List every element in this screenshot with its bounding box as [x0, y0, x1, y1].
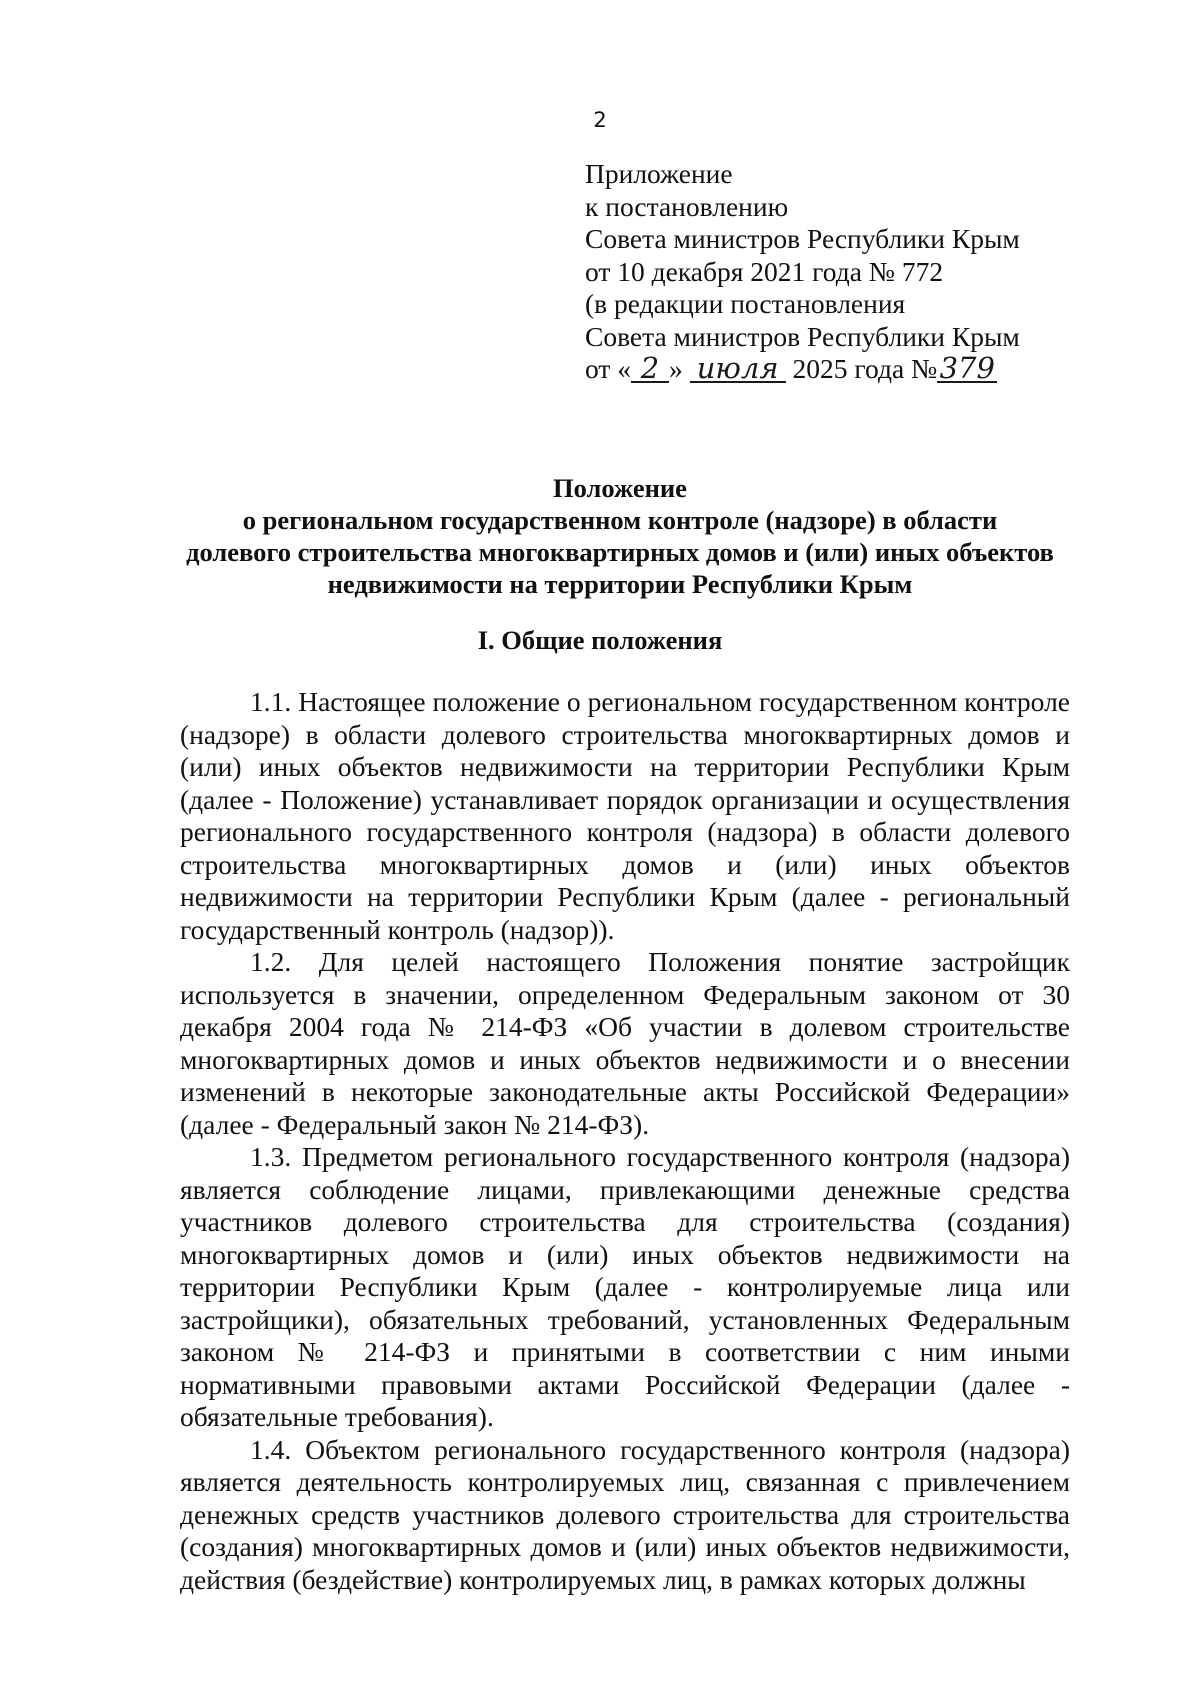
paragraph-1-4: 1.4. Объектом регионального государственного контроля (надзора) является деятельность контролируемых лиц, связанная с привлечением денежных средств участников долевого строительства для строительства (создания) многоквартирных домов и (или) иных объектов недвижимости, действия (бездействие) контролируемых лиц, в рамках которых должны: [180, 1433, 1070, 1595]
paragraph-1-3: 1.3. Предметом регионального государственного контроля (надзора) является соблюдение лицами, привлекающими денежные средства участников долевого строительства для строительства (создания) многоквартирных домов и (или) иных объектов недвижимости на территории Республики Крым (далее - контролируемые лица или застройщики), обязательных требований, установленных Федеральным законом № 214-ФЗ и принятыми в соответствии с ним иными нормативными правовыми актами Российской Федерации (далее - обязательные требования).: [180, 1141, 1070, 1432]
date-prefix: от «: [585, 353, 632, 384]
appendix-line: Приложение: [585, 158, 733, 189]
paragraph-1-2: 1.2. Для целей настоящего Положения понятие застройщик используется в значении, определенном Федеральным законом от 30 декабря 2004 года № 214-ФЗ «Об участии в долевом строительстве многоквартирных домов и иных объектов недвижимости и о внесении изменений в некоторые законодательные акты Российской Федерации» (далее - Федеральный закон № 214-ФЗ).: [180, 946, 1070, 1140]
body-text: [180, 686, 1070, 1596]
document-title: [180, 472, 1060, 600]
title-line: долевого строительства многоквартирных домов и (или) иных объектов: [186, 537, 1054, 567]
appendix-line: Совета министров Республики Крым: [585, 223, 1020, 254]
appendix-line: (в редакции постановления: [585, 288, 906, 319]
handwritten-month: июля: [690, 355, 786, 383]
handwritten-number: 379: [937, 355, 997, 383]
date-year: 2025 года №: [792, 353, 938, 384]
appendix-line: Совета министров Республики Крым: [585, 320, 1020, 352]
title-line: Положение: [553, 473, 687, 503]
handwritten-day: 2: [631, 355, 669, 383]
section-heading: I. Общие положения: [477, 625, 723, 655]
appendix-line: от 10 декабря 2021 года № 772: [585, 255, 944, 287]
appendix-line: к постановлению: [585, 190, 789, 222]
date-mid: »: [669, 353, 683, 384]
appendix-date-line: [585, 353, 1105, 386]
title-line: о региональном государственном контроле (надзоре) в области: [242, 505, 998, 535]
page-number: 2: [593, 108, 607, 132]
title-line: недвижимости на территории Республики Крым: [327, 569, 913, 599]
appendix-header: [585, 158, 1105, 386]
paragraph-1-1: 1.1. Настоящее положение о региональном государственном контроле (надзоре) в области долевого строительства многоквартирных домов и (или) иных объектов недвижимости на территории Республики Крым (далее - Положение) устанавливает порядок организации и осуществления регионального государственного контроля (надзора) в области долевого строительства многоквартирных домов и (или) иных объектов недвижимости на территории Республики Крым (далее - региональный государственный контроль (надзор)).: [180, 686, 1070, 945]
